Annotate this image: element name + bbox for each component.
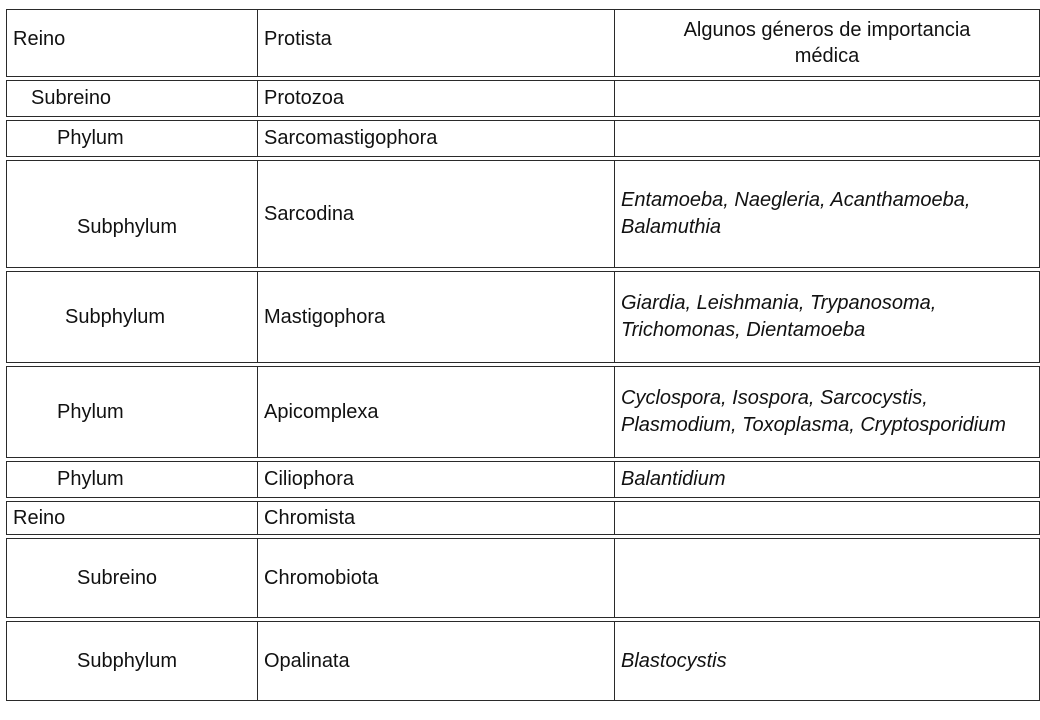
row-genera: Giardia, Leishmania, Trypanosoma, Trichomonas, Dientamoeba (615, 271, 1040, 363)
row-genera (615, 501, 1040, 535)
row-genera (615, 538, 1040, 618)
table-row (6, 501, 1040, 535)
table-row (6, 80, 1040, 117)
header-genera: Algunos géneros de importancia médica (615, 9, 1040, 77)
table-header-row (6, 9, 1040, 77)
row-rank: Phylum (6, 366, 258, 458)
row-rank: Reino (6, 501, 258, 535)
row-rank: Phylum (6, 120, 258, 157)
classification-table (6, 6, 1040, 704)
row-rank: Subphylum (6, 271, 258, 363)
row-genera (615, 120, 1040, 157)
table-row (6, 120, 1040, 157)
row-rank: Subphylum (6, 621, 258, 701)
row-name: Sarcomastigophora (258, 120, 615, 157)
table-row (6, 271, 1040, 363)
row-genera (615, 80, 1040, 117)
header-reino: Reino (6, 9, 258, 77)
row-name: Mastigophora (258, 271, 615, 363)
row-genera: Cyclospora, Isospora, Sarcocystis, Plasmodium, Toxoplasma, Cryptosporidium (615, 366, 1040, 458)
table-row (6, 160, 1040, 268)
row-name: Chromobiota (258, 538, 615, 618)
table-row (6, 461, 1040, 498)
row-rank: Subreino (6, 538, 258, 618)
row-name: Ciliophora (258, 461, 615, 498)
row-name: Opalinata (258, 621, 615, 701)
table-row (6, 366, 1040, 458)
table-row (6, 621, 1040, 701)
row-rank: Phylum (6, 461, 258, 498)
row-genera: Blastocystis (615, 621, 1040, 701)
row-name: Protozoa (258, 80, 615, 117)
row-name: Sarcodina (258, 160, 615, 268)
row-genera: Balantidium (615, 461, 1040, 498)
row-rank: Subreino (6, 80, 258, 117)
row-name: Chromista (258, 501, 615, 535)
header-protista: Protista (258, 9, 615, 77)
row-genera: Entamoeba, Naegleria, Acanthamoeba, Balamuthia (615, 160, 1040, 268)
row-name: Apicomplexa (258, 366, 615, 458)
table-row (6, 538, 1040, 618)
row-rank: Subphylum (6, 160, 258, 268)
